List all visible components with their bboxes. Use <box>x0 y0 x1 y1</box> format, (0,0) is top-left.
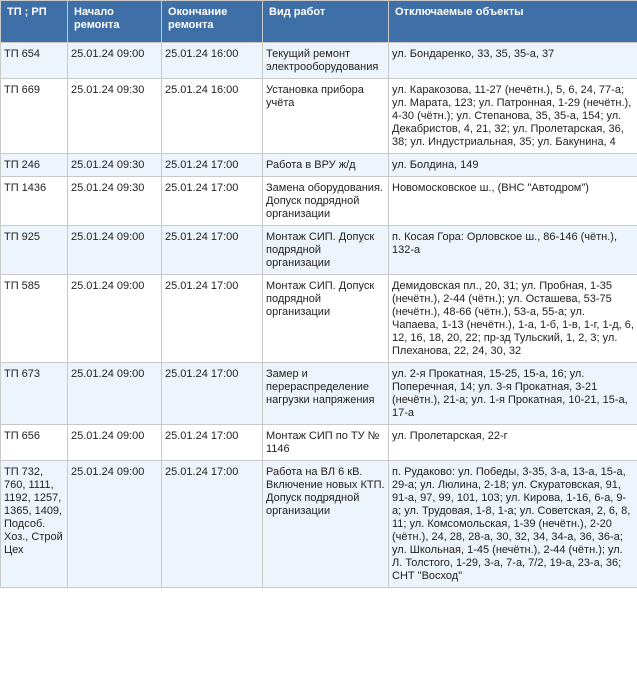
cell-substation: ТП 585 <box>1 275 68 363</box>
cell-work-type: Монтаж СИП по ТУ № 1146 <box>263 425 389 461</box>
cell-substation: ТП 925 <box>1 226 68 275</box>
table-row <box>1 226 637 275</box>
cell-start: 25.01.24 09:00 <box>68 43 162 79</box>
table-row <box>1 275 637 363</box>
cell-work-type: Замена оборудования. Допуск подрядной организации <box>263 177 389 226</box>
cell-end: 25.01.24 17:00 <box>162 177 263 226</box>
cell-substation: ТП 246 <box>1 154 68 177</box>
cell-end: 25.01.24 17:00 <box>162 226 263 275</box>
header-objects: Отключаемые объекты <box>389 1 637 43</box>
header-work-type: Вид работ <box>263 1 389 43</box>
cell-objects: ул. Каракозова, 11-27 (нечётн.), 5, 6, 24, 77-а; ул. Марата, 123; ул. Патронная, 1-29 (нечётн.), 4-30 (чётн.); ул. Степанова, 35, 35-а, 154; ул. Декабристов, 4, 21, 32; ул. Пролетарская, 36, 38; ул. Индустриальная, 35; ул. Бакунина, 4 <box>389 79 637 154</box>
cell-start: 25.01.24 09:30 <box>68 154 162 177</box>
cell-end: 25.01.24 17:00 <box>162 461 263 588</box>
cell-end: 25.01.24 17:00 <box>162 425 263 461</box>
cell-end: 25.01.24 17:00 <box>162 363 263 425</box>
cell-objects: ул. 2-я Прокатная, 15-25, 15-а, 16; ул. Поперечная, 14; ул. 3-я Прокатная, 3-21 (нечётн.), 21-а; ул. 1-я Прокатная, 10-21, 15-а, 17-а <box>389 363 637 425</box>
cell-end: 25.01.24 17:00 <box>162 275 263 363</box>
cell-objects: Демидовская пл., 20, 31; ул. Пробная, 1-35 (нечётн.), 2-44 (чётн.); ул. Осташева, 53-75 (нечётн.), 48-66 (чётн.), 53-а, 55-а; ул. Чапаева, 1-13 (нечётн.), 1-а, 1-б, 1-в, 1-г, 1-д, 6, 12, 16, 18, 20, 22; пр-зд Тульский, 1, 2, 3; ул. Плеханова, 22, 24, 30, 32 <box>389 275 637 363</box>
table-row <box>1 425 637 461</box>
cell-end: 25.01.24 16:00 <box>162 79 263 154</box>
cell-objects: ул. Бондаренко, 33, 35, 35-а, 37 <box>389 43 637 79</box>
cell-end: 25.01.24 16:00 <box>162 43 263 79</box>
cell-work-type: Монтаж СИП. Допуск подрядной организации <box>263 226 389 275</box>
cell-work-type: Работа на ВЛ 6 кВ. Включение новых КТП. Допуск подрядной организации <box>263 461 389 588</box>
cell-start: 25.01.24 09:00 <box>68 461 162 588</box>
cell-objects: Новомосковское ш., (ВНС "Автодром") <box>389 177 637 226</box>
table-row <box>1 461 637 588</box>
cell-work-type: Текущий ремонт электрооборудования <box>263 43 389 79</box>
cell-substation: ТП 732, 760, 1111, 1192, 1257, 1365, 1409, Подсоб. Хоз., Строй Цех <box>1 461 68 588</box>
cell-work-type: Работа в ВРУ ж/д <box>263 154 389 177</box>
cell-substation: ТП 1436 <box>1 177 68 226</box>
cell-start: 25.01.24 09:00 <box>68 363 162 425</box>
cell-start: 25.01.24 09:30 <box>68 177 162 226</box>
cell-start: 25.01.24 09:00 <box>68 226 162 275</box>
cell-objects: ул. Пролетарская, 22-г <box>389 425 637 461</box>
table-row <box>1 43 637 79</box>
cell-objects: п. Косая Гора: Орловское ш., 86-146 (чётн.), 132-а <box>389 226 637 275</box>
header-end: Окончание ремонта <box>162 1 263 43</box>
cell-end: 25.01.24 17:00 <box>162 154 263 177</box>
cell-work-type: Установка прибора учёта <box>263 79 389 154</box>
cell-objects: ул. Болдина, 149 <box>389 154 637 177</box>
cell-substation: ТП 673 <box>1 363 68 425</box>
cell-start: 25.01.24 09:00 <box>68 425 162 461</box>
cell-work-type: Монтаж СИП. Допуск подрядной организации <box>263 275 389 363</box>
table-row <box>1 363 637 425</box>
header-start: Начало ремонта <box>68 1 162 43</box>
table-row <box>1 79 637 154</box>
cell-objects: п. Рудаково: ул. Победы, 3-35, 3-а, 13-а, 15-а, 29-а; ул. Люлина, 2-18; ул. Скуратовская, 91, 91-а, 97, 99, 101, 103; ул. Кирова, 1-16, 6-а, 9-а; ул. Трудовая, 1-8, 1-а; ул. Советская, 2, 6, 8, 11; ул. Комсомольская, 1-39 (нечётн.), 2-20 (чётн.), 24, 28, 28-а, 30, 32, 34, 34-а, 36, 36-а; ул. Школьная, 1-45 (нечётн.), 2-44 (чётн.); ул. Л. Толстого, 1-29, 3-а, 7-а, 7/2, 19-а, 23-а, 36; СНТ "Восход" <box>389 461 637 588</box>
header-substation: ТП ; РП <box>1 1 68 43</box>
cell-substation: ТП 656 <box>1 425 68 461</box>
cell-substation: ТП 669 <box>1 79 68 154</box>
table-row <box>1 154 637 177</box>
cell-start: 25.01.24 09:00 <box>68 275 162 363</box>
table-header-row <box>1 1 637 43</box>
cell-substation: ТП 654 <box>1 43 68 79</box>
cell-start: 25.01.24 09:30 <box>68 79 162 154</box>
cell-work-type: Замер и перераспределение нагрузки напряжения <box>263 363 389 425</box>
table-row <box>1 177 637 226</box>
